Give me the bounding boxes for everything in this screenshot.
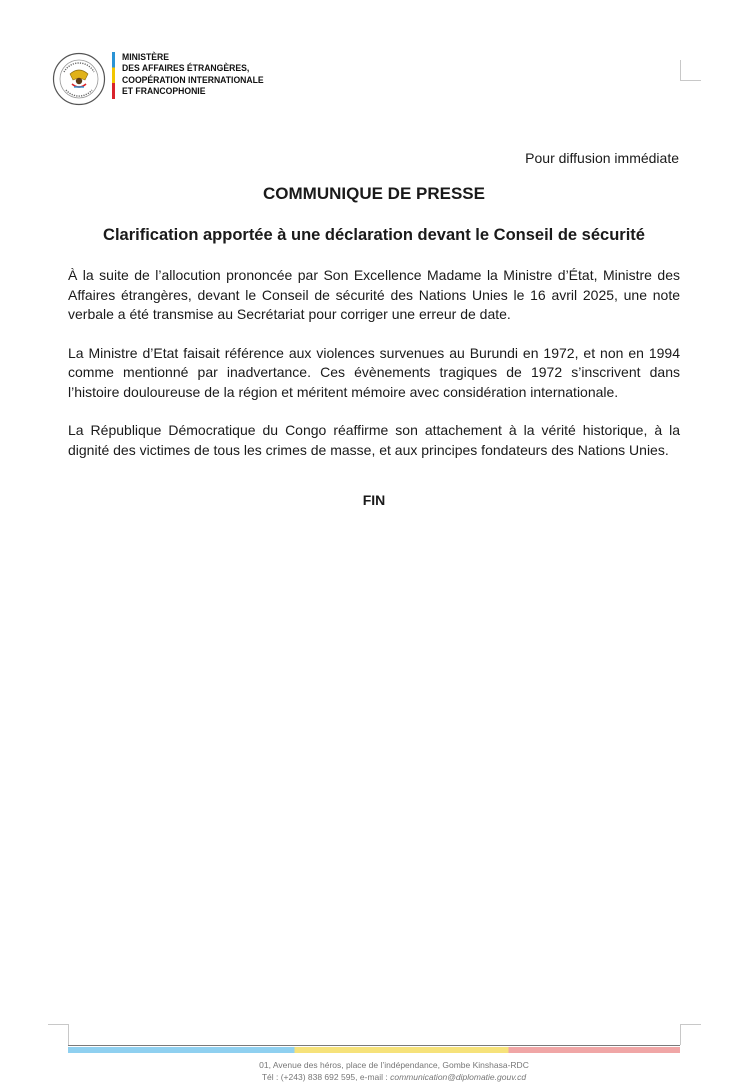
footer-phone: Tél : (+243) 838 692 595, e-mail : bbox=[261, 1072, 391, 1082]
corner-mark-bottom-right bbox=[680, 1024, 701, 1045]
body-paragraph: La République Démocratique du Congo réaffirme son attachement à la vérité historique, à la dignité des victimes de tous les crimes de masse, et aux principes fondateurs des Nations Unies. bbox=[68, 422, 680, 458]
corner-mark-top-right bbox=[680, 60, 701, 81]
corner-mark-bottom-left bbox=[48, 1024, 69, 1045]
document-body bbox=[68, 266, 680, 479]
body-paragraph: À la suite de l’allocution prononcée par Son Excellence Madame la Ministre d’État, Ministre des Affaires étrangères, devant le Conseil de sécurité des Nations Unies le 16 avril 2025, une note verbale a été transmise au Secrétariat pour corriger une erreur de date. bbox=[68, 267, 680, 322]
ministry-line: MINISTÈRE bbox=[122, 52, 170, 63]
document-headline: COMMUNIQUE DE PRESSE bbox=[263, 184, 485, 203]
footer-address: 01, Avenue des héros, place de l’indépendance, Gombe Kinshasa-RDC bbox=[259, 1060, 529, 1070]
ministry-seal-icon bbox=[52, 52, 106, 106]
closing-mark: FIN bbox=[362, 492, 386, 508]
footer-email-link[interactable]: communication@diplomatie.gouv.cd bbox=[390, 1072, 527, 1082]
release-note: Pour diffusion immédiate bbox=[525, 150, 679, 166]
ministry-name bbox=[122, 52, 264, 98]
document-subject: Clarification apportée à une déclaration devant le Conseil de sécurité bbox=[103, 226, 645, 244]
ministry-line: DES AFFAIRES ÉTRANGÈRES, bbox=[122, 63, 250, 75]
brand-color-bar bbox=[112, 52, 115, 99]
ministry-line: ET FRANCOPHONIE bbox=[122, 86, 206, 98]
footer-contact bbox=[0, 1072, 754, 1082]
ministry-line: COOPÉRATION INTERNATIONALE bbox=[122, 74, 264, 86]
footer-color-line bbox=[68, 1047, 680, 1053]
body-paragraph: La Ministre d’Etat faisait référence aux violences survenues au Burundi en 1972, et non en 1994 comme mentionné par inadvertance. Ces évènements tragiques de 1972 s’inscrivent dans l’histoire douloureuse de la région et méritent mémoire avec considération internationale. bbox=[68, 344, 680, 400]
